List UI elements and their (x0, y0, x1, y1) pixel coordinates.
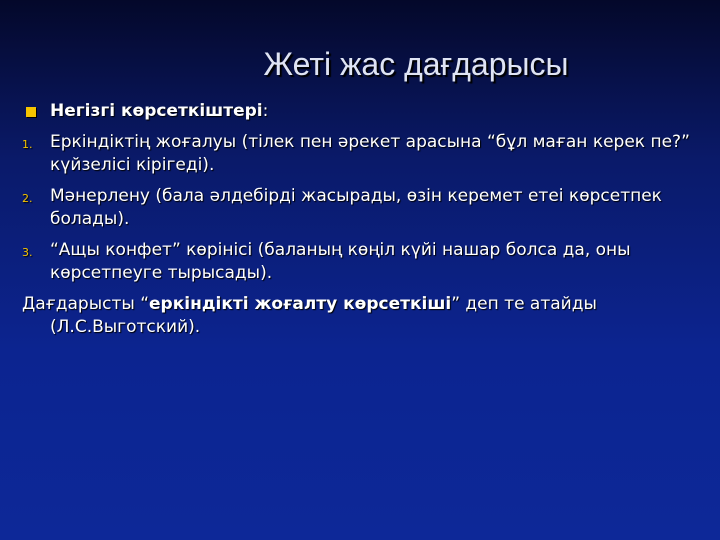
closing-prefix: Дағдарысты “ (22, 294, 150, 314)
numbered-item (22, 185, 698, 231)
closing-suffix: ” деп те атайды (Л.С.Выготский). (50, 294, 597, 337)
closing-paragraph (22, 293, 698, 339)
bullet-label: Негізгі көрсеткіштері (50, 101, 263, 121)
item-number: 2. (22, 192, 33, 205)
slide-title: Жеті жас дағдарысы (263, 46, 569, 82)
numbered-item (22, 131, 698, 177)
item-number: 3. (22, 246, 33, 259)
item-text: Еркіндіктің жоғалуы (тілек пен әрекет арасына “бұл маған керек пе?” күйзелісі кірігеді). (50, 132, 690, 175)
numbered-item (22, 239, 698, 285)
square-bullet-icon (26, 107, 36, 117)
closing-emphasis: еркіндікті жоғалту көрсеткіші (149, 294, 452, 314)
item-text: “Ащы конфет” көрінісі (баланың көңіл күйі нашар болса да, оны көрсетпеуге тырысады). (50, 240, 631, 283)
bullet-item (22, 100, 698, 123)
item-number: 1. (22, 138, 33, 151)
slide-content (22, 100, 698, 339)
item-text: Мәнерлену (бала әлдебірді жасырады, өзін керемет етеі көрсетпек болады). (50, 186, 662, 229)
bullet-text (50, 100, 268, 123)
bullet-suffix: : (262, 101, 269, 121)
